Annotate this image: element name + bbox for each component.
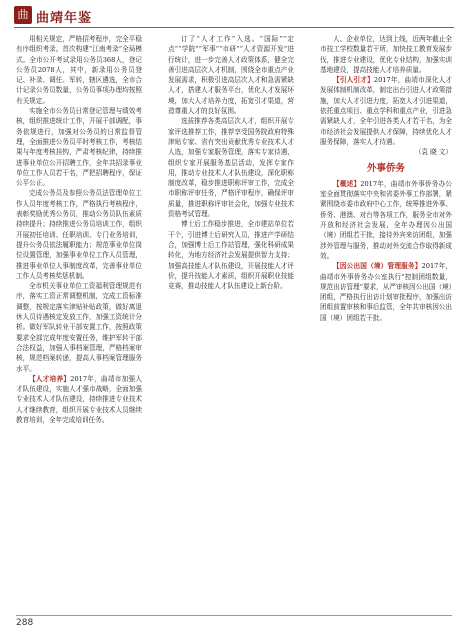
section-title-foreign-affairs: 外事侨务	[366, 162, 405, 174]
paragraph: 实施全市公务员日常登记管理与绩效考核，组织推进统计工作，开展干部调配，事务依规进行，加强对公务员的日常监督管理，全面推进公务员平时考核工作，考核结果与年度考核挂钩，严肃考核纪律，持续推进事业单位公开招聘工作，全年共招录事业单位工作人员若干名，严把招聘程序，保证公平公正。	[16, 107, 142, 188]
section-body: 2017年，曲靖市外事侨务办公室全面贯彻落实中央和省委外事工作部署，紧紧围绕市委市政府中心工作，统筹推进外事、侨务、港澳、对台等各项工作，服务全市对外开放和经济社会发展，全年办理因公出国（境）团组若干批，接待外宾来访团组，加强涉外管理与服务，推动对外交流合作取得新成效。	[320, 179, 452, 260]
page-number: 288	[16, 618, 34, 628]
paragraph: 订了“人才工作”入选。“国际”“定点”“学院”“军事”“市研”“人才资源开发”进行统计，进一步完善人才政策体系，健全完善引进高层次人才机制，围绕全市重点产业发展需求，积极引进高层次人才和急需紧缺人才，搭建人才服务平台，优化人才发展环境，加大人才培养力度，拓宽引才渠道，营造尊重人才的良好氛围。	[168, 35, 294, 116]
section-body: 2017年，曲靖市深化人才发展体制机制改革，制定出台引进人才政策措施，加大人才引进力度，拓宽人才引进渠道，依托重点项目、重点学科和重点产业，引进急需紧缺人才，全年引进各类人才若干名，为全市经济社会发展提供人才保障，持续优化人才服务保障，落实人才待遇。	[320, 76, 452, 146]
paragraph	[16, 374, 142, 425]
paragraph: 完成公务员及参照公务员法管理单位工作人员年度考核工作，严格执行考核程序，表彰奖励优秀公务员，推动公务员队伍素质持续提升；持续推进公务员培训工作，组织开展初任培训、任职培训、专门业务培训，提升公务员依法履职能力；规范事业单位岗位设置管理，加强事业单位工作人员管理，推进事业单位人事制度改革，完善事业单位工作人员考核奖惩机制。	[16, 189, 142, 280]
yearbook-logo-icon: 曲	[14, 6, 32, 24]
paragraph: 人、企业单位，达到上线，近两年截止全市技工学校数量若干所，加快技工教育发展步伐，推进专业建设，优化专业结构，加强实训基地建设，提高技能人才培养质量。	[320, 35, 452, 74]
paragraph	[320, 261, 452, 323]
text-column-2	[168, 34, 294, 614]
section-heading-talent-training: 【人才培养】	[29, 374, 71, 383]
section-heading-overview: 【概述】	[333, 179, 361, 188]
text-column-3	[320, 34, 452, 614]
paragraph: 用相关规定，严格招考程序，完全平稳有序组织考录。首次构建“江南考录”全局模式。全市公开考试录用公务员368人，登记公务员2078人，其中，新录用公务员登记、补录、调任、军转，辖区遴选，全市合计记录公务员数量，公务员事项办理均按照有关规定。	[16, 35, 142, 105]
section-body: 2017年，曲靖市加强人才队伍建设，实施人才强市战略，全面加强专业技术人才队伍建设，持续推进专业技术人才继续教育，组织开展专业技术人员继续教育培训，全年完成培训任务。	[16, 374, 142, 424]
paragraph: 全市机关事业单位工资福利管理规范有序，落实工资正常调整机制，完成工资标准调整，按规定落实津贴补贴政策，做好离退休人员待遇核定发放工作，加强工资统计分析。做好军队转业干部安置工作，按照政策要求全部完成年度安置任务，维护军转干部合法权益，加强人事档案管理，严格档案审核，规范档案转递，提高人事档案管理服务水平。	[16, 282, 142, 373]
page-header	[0, 0, 468, 30]
author-credit: （袁 晓 文）	[414, 148, 452, 157]
text-column-1	[16, 34, 142, 614]
paragraph	[320, 75, 452, 147]
paragraph: 博士后工作稳步推进，全市建站单位若干个，引进博士后研究人员，推进产学研结合，加强博士后工作站管理，强化科研成果转化，为地方经济社会发展提供智力支持；加强高技能人才队伍建设，开展技能人才评价，提升技能人才素质，组织开展职业技能竞赛，推动技能人才队伍建设上新台阶。	[168, 220, 294, 291]
section-body: 2017年，曲靖市外事侨务办公室执行“控制团组数量，规范出访管理”要求，从严审核因公出国（境）团组，严格执行出访计划审批程序，加强出访团组前置审核和事后监管，全年共审核因公出国（境）团组若干批。	[320, 262, 452, 322]
yearbook-title: 曲靖年鉴	[36, 11, 93, 26]
header-rule	[14, 27, 454, 28]
footer-rule	[16, 615, 452, 616]
paragraph	[320, 179, 452, 261]
section-heading-talent-introduction: 【引人引才】	[333, 76, 374, 85]
paragraph: 选拔推荐各类高层次人才，组织开展专家评选推荐工作，推荐享受国务院政府特殊津贴专家、省有突出贡献优秀专业技术人才人选，加强专家服务管理，落实专家待遇，组织专家开展服务基层活动，发挥专家作用，推动专业技术人才队伍建设，深化职称制度改革，稳步推进职称评审工作，完成全市职称评审任务，严格评审程序，确保评审质量，推进职称评审社会化，加强专业技术资格考试管理。	[168, 117, 294, 219]
section-heading-outbound-management: 【因公出国（境）管理服务】	[333, 262, 422, 271]
